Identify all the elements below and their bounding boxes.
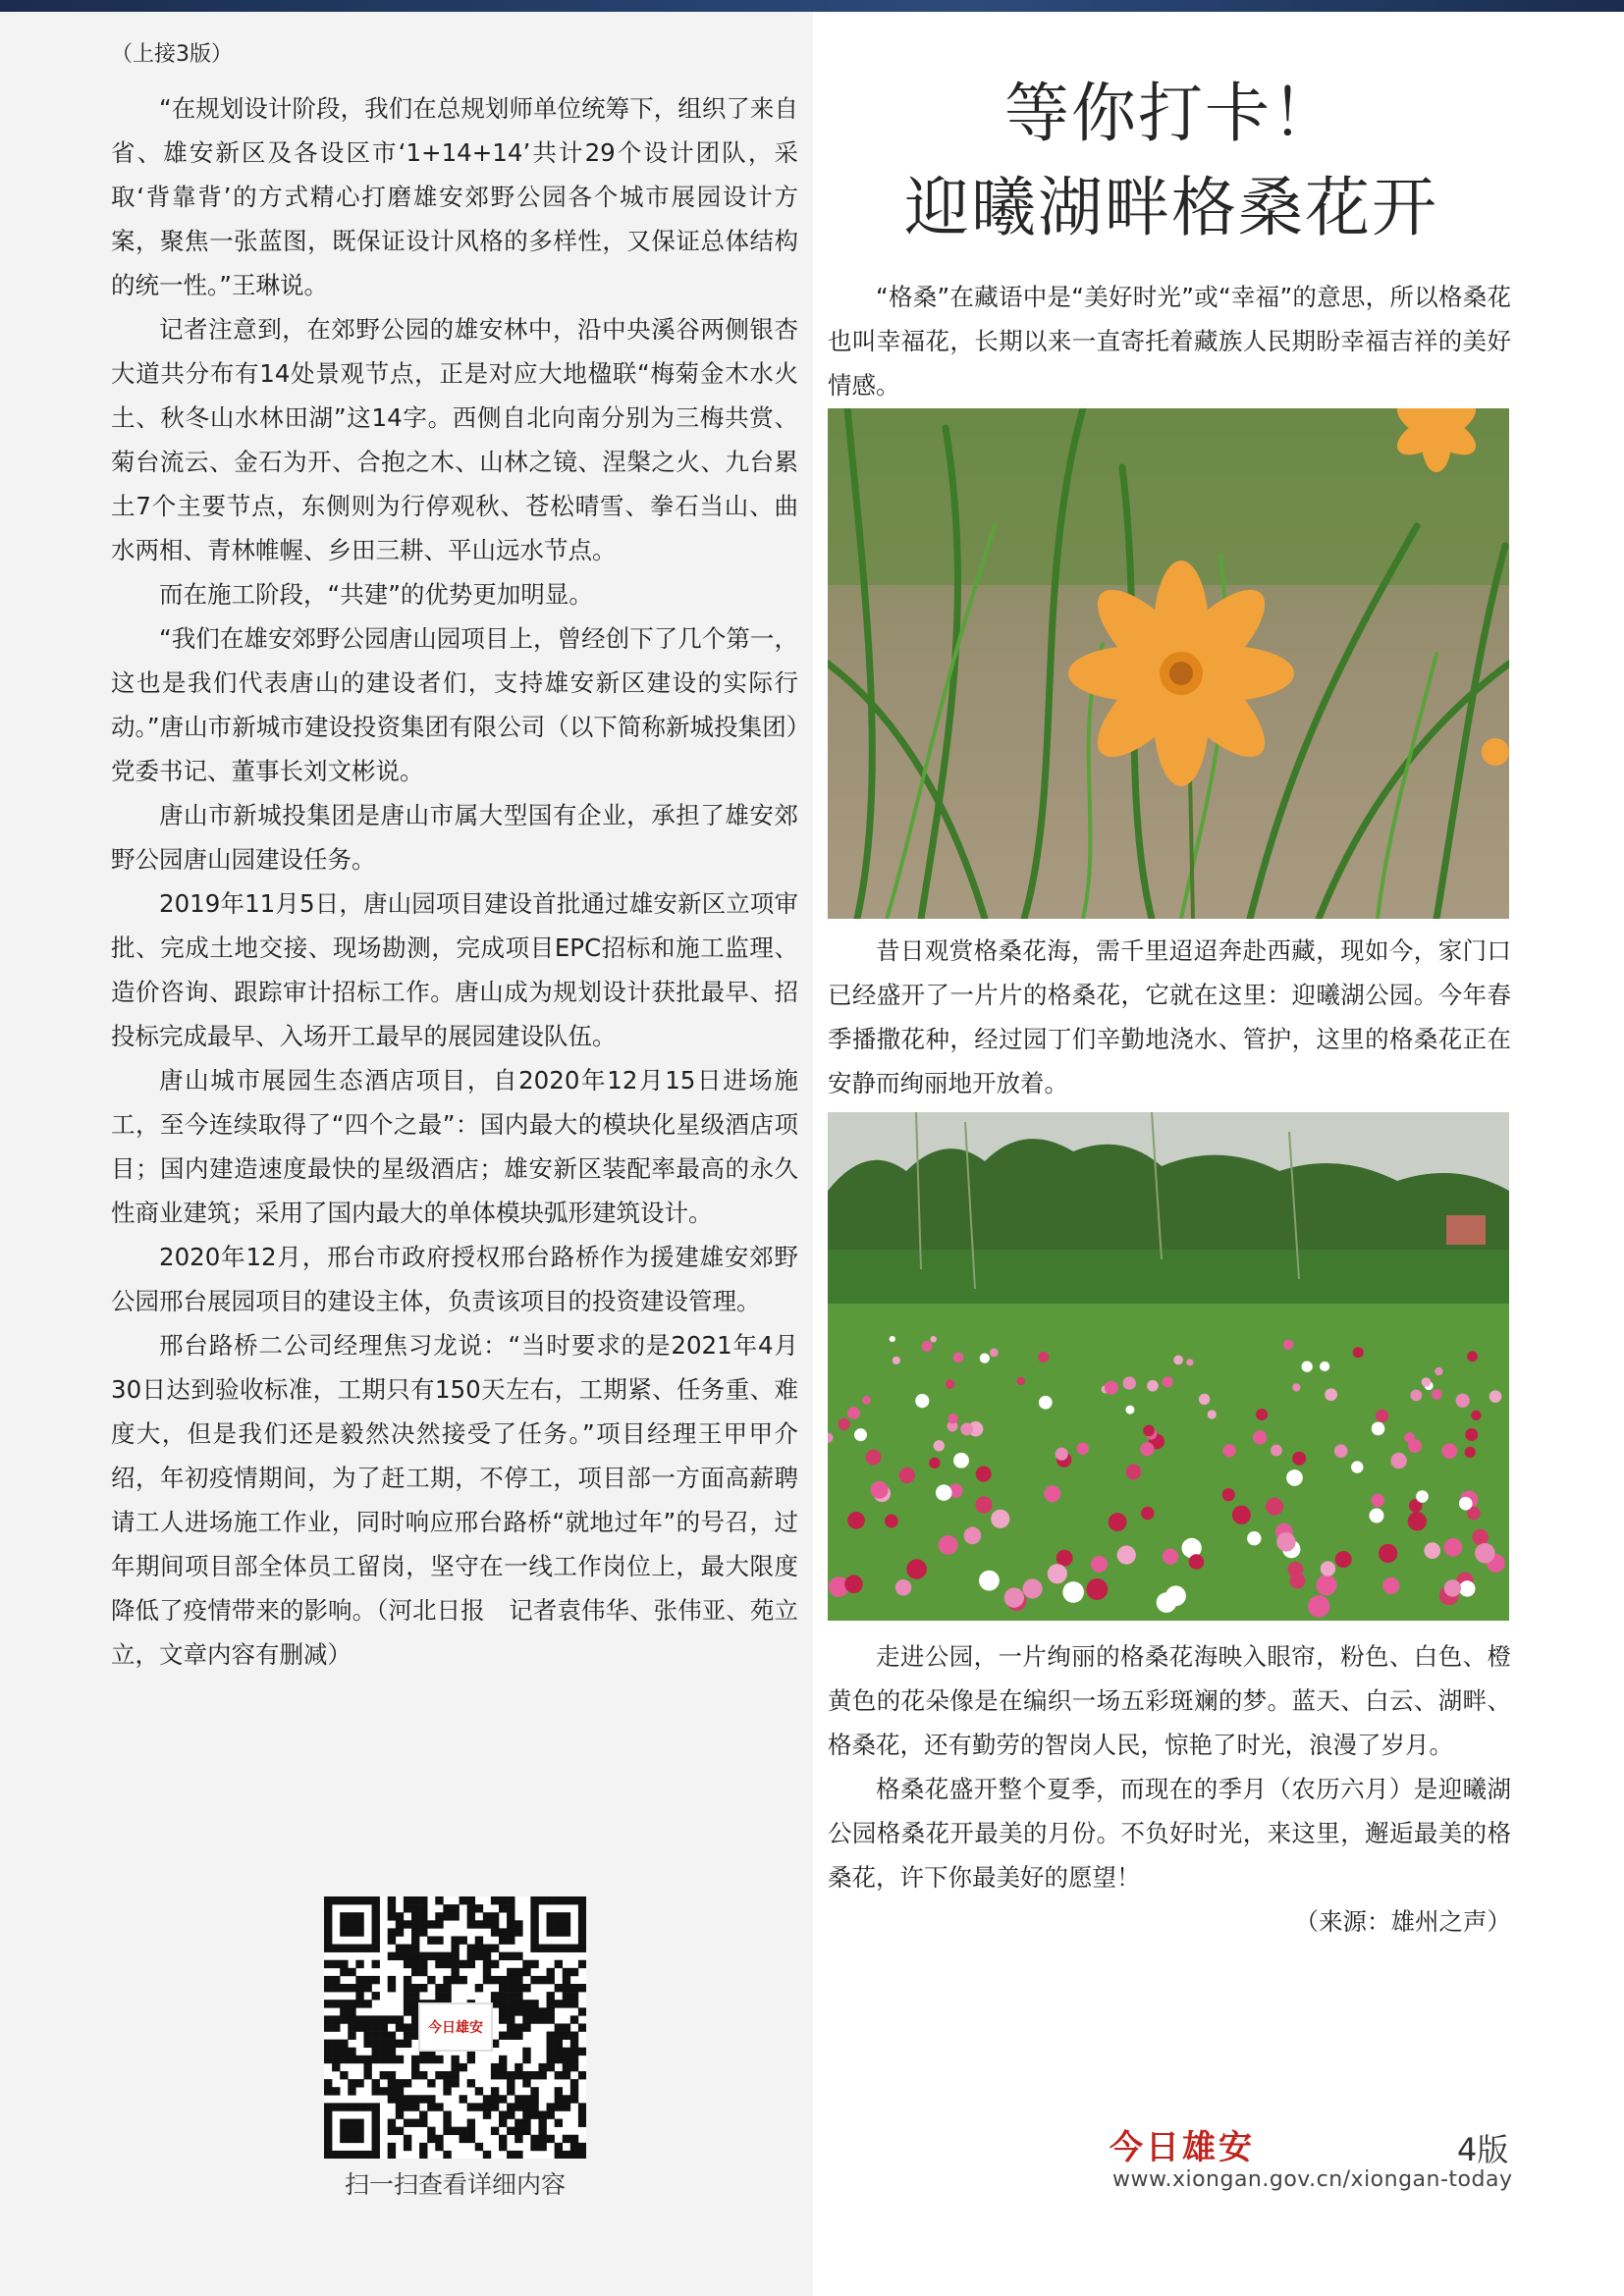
footer-url[interactable]: www.xiongan.gov.cn/xiongan-today — [1112, 2167, 1513, 2192]
left-article — [111, 86, 798, 1677]
page-number: 4版 — [1457, 2131, 1509, 2168]
left-paragraph-9: 邢台路桥二公司经理焦习龙说：“当时要求的是2021年4月30日达到验收标准，工期只有150天左右，工期紧、任务重、难度大，但是我们还是毅然决然接受了任务。”项目经理王甲甲介绍，年初疫情期间，为了赶工期，不停工，项目部一方面高薪聘请工人进场施工作业，同时响应邢台路桥“就地过年”的号召，过年期间项目部全体员工留岗，坚守在一线工作岗位上，最大限度降低了疫情带来的影响。（河北日报 记者袁伟华、张伟亚、苑立立，文章内容有删减） — [111, 1331, 798, 1669]
newspaper-logo: 今日雄安 — [1110, 2128, 1255, 2167]
right-intro — [828, 275, 1511, 407]
left-paragraph-3: 而在施工阶段，“共建”的优势更加明显。 — [159, 580, 593, 609]
continued-note: （上接3版） — [111, 42, 233, 67]
left-paragraph-4: “我们在雄安郊野公园唐山园项目上，曾经创下了几个第一，这也是我们代表唐山的建设者们，支持雄安新区建设的实际行动。”唐山市新城市建设投资集团有限公司（以下简称新城投集团）党委书记、董事长刘文彬说。 — [111, 624, 798, 785]
flower-field-photo — [828, 1112, 1509, 1621]
left-paragraph-7: 唐山城市展园生态酒店项目，自2020年12月15日进场施工，至今连续取得了“四个之最”：国内最大的模块化星级酒店项目；国内建造速度最快的星级酒店；雄安新区装配率最高的永久性商业建筑；采用了国内最大的单体模块弧形建筑设计。 — [111, 1066, 798, 1227]
article-title-line-1: 等你打卡！ — [1004, 76, 1338, 151]
right-middle-text — [828, 929, 1511, 1105]
top-bar — [0, 0, 1624, 12]
left-paragraph-2: 记者注意到，在郊野公园的雄安林中，沿中央溪谷两侧银杏大道共分布有14处景观节点，正是对应大地楹联“梅菊金木水火土、秋冬山水林田湖”这14字。西侧自北向南分别为三梅共赏、菊台流云、金石为开、合抱之木、山林之镜、涅槃之火、九台累土7个主要节点，东侧则为行停观秋、苍松晴雪、拳石当山、曲水两相、青林帷幄、乡田三耕、平山远水节点。 — [111, 315, 798, 564]
article-title-line-2: 迎曦湖畔格桑花开 — [904, 170, 1438, 245]
right-bottom-text — [828, 1634, 1511, 1944]
right-paragraph-4: 格桑花盛开整个夏季，而现在的季月（农历六月）是迎曦湖公园格桑花开最美的月份。不负好时光，来这里，邂逅最美的格桑花，许下你最美好的愿望！ — [828, 1775, 1511, 1892]
qr-code[interactable] — [324, 1896, 586, 2159]
right-paragraph-3: 走进公园，一片绚丽的格桑花海映入眼帘，粉色、白色、橙黄色的花朵像是在编织一场五彩斑斓的梦。蓝天、白云、湖畔、格桑花，还有勤劳的智岗人民，惊艳了时光，浪漫了岁月。 — [828, 1642, 1511, 1759]
left-paragraph-1: “在规划设计阶段，我们在总规划师单位统筹下，组织了来自省、雄安新区及各设区市‘1+14+14’共计29个设计团队，采取‘背靠背’的方式精心打磨雄安郊野公园各个城市展园设计方案，聚焦一张蓝图，既保证设计风格的多样性，又保证总体结构的统一性。”王琳说。 — [111, 94, 798, 299]
source-credit: （来源：雄州之声） — [1294, 1907, 1511, 1936]
right-paragraph-1: “格桑”在藏语中是“美好时光”或“幸福”的意思，所以格桑花也叫幸福花，长期以来一直寄托着藏族人民期盼幸福吉祥的美好情感。 — [828, 283, 1511, 400]
left-paragraph-6: 2019年11月5日，唐山园项目建设首批通过雄安新区立项审批、完成土地交接、现场勘测，完成项目EPC招标和施工监理、造价咨询、跟踪审计招标工作。唐山成为规划设计获批最早、招投标完成最早、入场开工最早的展园建设队伍。 — [111, 889, 798, 1050]
qr-logo: 今日雄安 — [418, 2002, 493, 2052]
orange-cosmos-flower-photo — [828, 408, 1509, 919]
qr-caption: 扫一扫查看详细内容 — [344, 2170, 566, 2199]
left-paragraph-5: 唐山市新城投集团是唐山市属大型国有企业，承担了雄安郊野公园唐山园建设任务。 — [111, 801, 798, 874]
right-paragraph-2: 昔日观赏格桑花海，需千里迢迢奔赴西藏，现如今，家门口已经盛开了一片片的格桑花，它就在这里：迎曦湖公园。今年春季播撒花种，经过园丁们辛勤地浇水、管护，这里的格桑花正在安静而绚丽地开放着。 — [828, 936, 1511, 1097]
left-paragraph-8: 2020年12月，邢台市政府授权邢台路桥作为援建雄安郊野公园邢台展园项目的建设主体，负责该项目的投资建设管理。 — [111, 1243, 798, 1315]
